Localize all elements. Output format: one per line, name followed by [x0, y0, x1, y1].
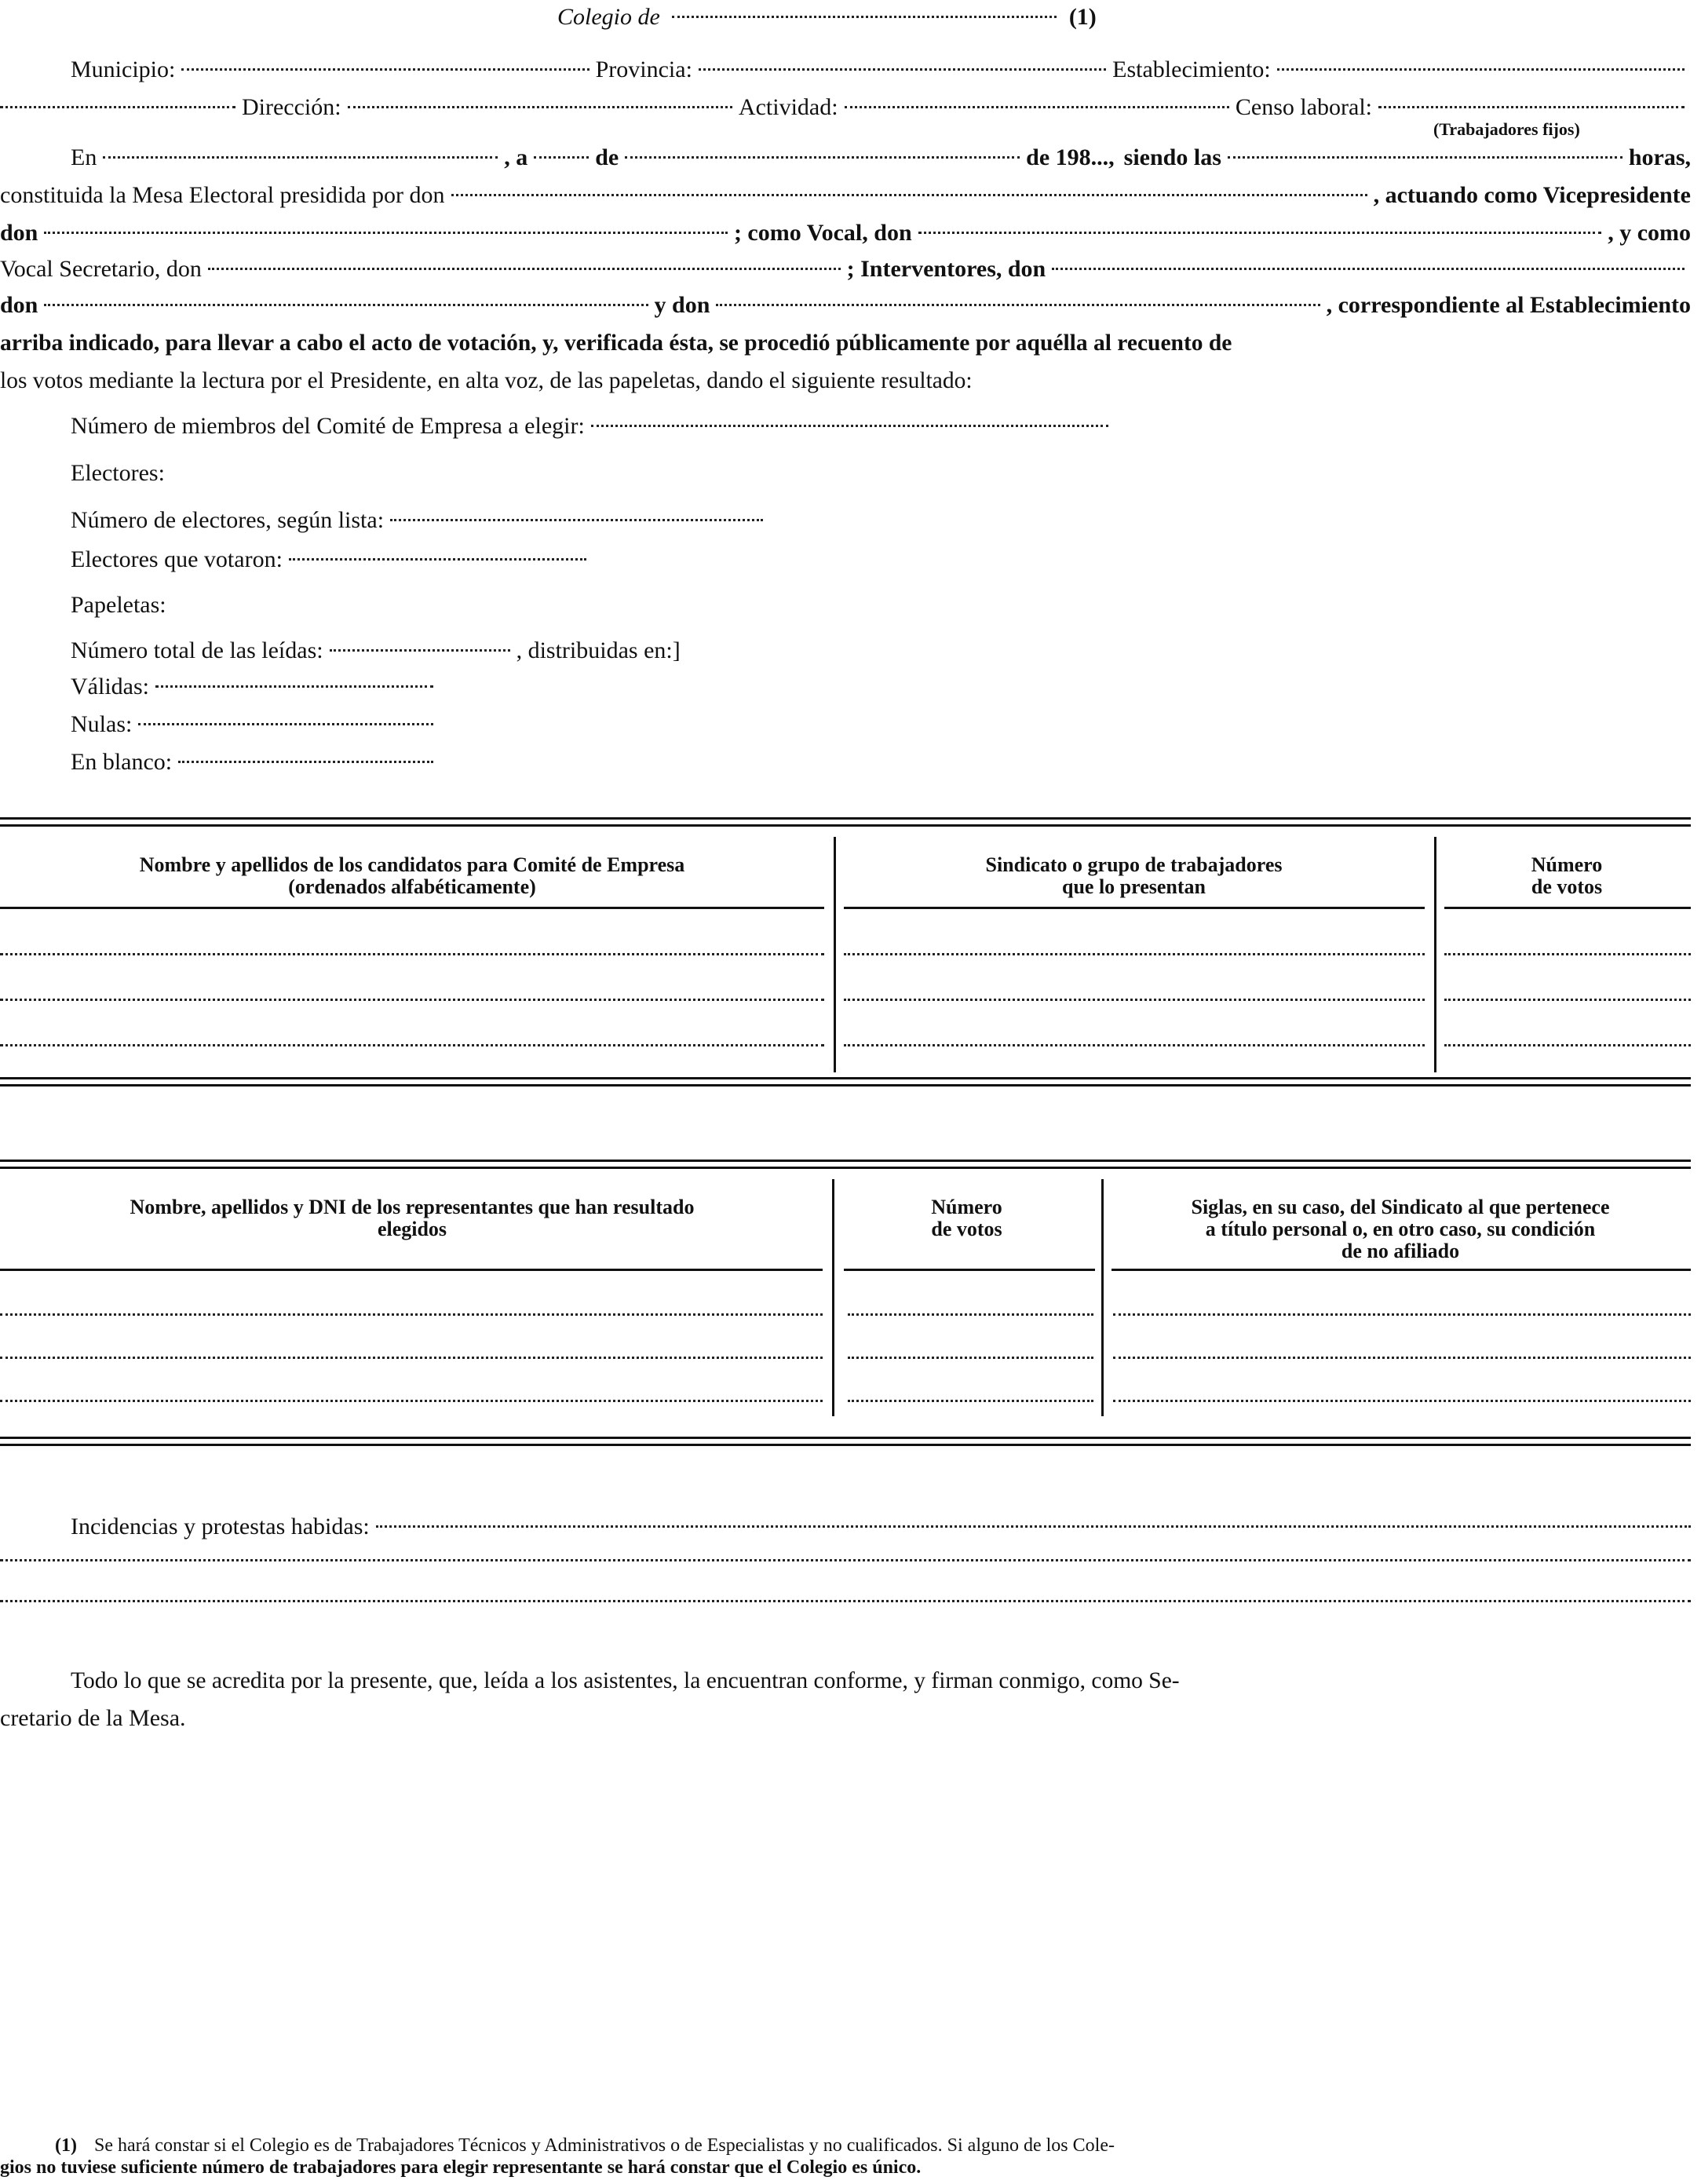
header-title — [557, 2, 1097, 33]
place-field[interactable] — [103, 156, 498, 159]
table2-divider-1 — [832, 1179, 834, 1416]
table1-row1-name[interactable] — [0, 953, 824, 955]
table1-col2-line1: Sindicato o grupo de trabajadores — [985, 853, 1283, 876]
body-line-6 — [0, 325, 1691, 361]
table1-row1-votes[interactable] — [1444, 953, 1691, 955]
body-line-7 — [0, 363, 1691, 399]
table1-row3-union[interactable] — [844, 1044, 1425, 1046]
incidencias-field-3[interactable] — [0, 1600, 1691, 1602]
establecimiento-field-cont[interactable] — [0, 106, 235, 108]
papeletas-heading — [71, 587, 385, 623]
distribuidas-label: , distribuidas en:] — [516, 637, 681, 663]
votaron-row — [71, 542, 593, 578]
closing-line-1 — [71, 1663, 1691, 1699]
table2-header-underline-1 — [0, 1269, 823, 1271]
body-line-2 — [0, 177, 1691, 214]
table1-bottom-rule-a — [0, 1077, 1691, 1079]
table2-col2-line2: de votos — [931, 1218, 1002, 1240]
y-como-text: , y como — [1608, 220, 1691, 246]
blanco-label: En blanco: — [71, 749, 173, 775]
los-votos-text: los votos mediante la lectura por el Presidente, en alta voz, de las papeletas, dando el siguiente resultado: — [0, 368, 973, 393]
validas-field[interactable] — [155, 685, 433, 688]
interventor-3-field[interactable] — [716, 304, 1320, 306]
table1-col1-line1: Nombre y apellidos de los candidatos para Comité de Empresa — [139, 853, 685, 876]
blanco-field[interactable] — [178, 761, 433, 763]
validas-row — [71, 669, 440, 705]
don-label-2: don — [0, 292, 38, 318]
municipio-field[interactable] — [181, 68, 589, 71]
de-label: de — [595, 144, 619, 170]
interventor-2-field[interactable] — [44, 304, 648, 306]
electores-heading — [71, 455, 385, 491]
table2-row1-votes[interactable] — [848, 1313, 1093, 1316]
provincia-label: Provincia: — [595, 57, 692, 82]
table1-header-union — [841, 854, 1426, 898]
table2-col3-line1: Siglas, en su caso, del Sindicato al que pertenece — [1191, 1196, 1610, 1218]
closing-line-2 — [0, 1700, 1691, 1737]
table2-header-underline-3 — [1111, 1269, 1691, 1271]
y-don-label: y don — [654, 292, 710, 318]
closing-text-2: cretario de la Mesa. — [0, 1705, 186, 1731]
siendo-label: siendo las — [1123, 144, 1221, 170]
nulas-row — [71, 707, 440, 743]
incidencias-label: Incidencias y protestas habidas: — [71, 1514, 370, 1539]
table2-col2-line1: Número — [931, 1196, 1002, 1218]
actividad-field[interactable] — [845, 106, 1229, 108]
table2-row1-union[interactable] — [1113, 1313, 1691, 1316]
table2-col1-line1: Nombre, apellidos y DNI de los representantes que han resultado — [130, 1196, 695, 1218]
presidente-field[interactable] — [451, 194, 1367, 196]
table1-header-underline-2 — [844, 907, 1425, 909]
actuando-text: , actuando como Vicepresidente — [1373, 182, 1691, 208]
colegio-label: Colegio de — [557, 4, 660, 30]
table1-row2-votes[interactable] — [1444, 999, 1691, 1001]
colegio-field[interactable] — [672, 16, 1057, 18]
vocal-secretario-text: Vocal Secretario, don — [0, 256, 202, 282]
day-field[interactable] — [534, 156, 589, 159]
votaron-field[interactable] — [289, 558, 586, 561]
incidencias-field-1[interactable] — [376, 1525, 1691, 1528]
miembros-row — [71, 408, 1115, 444]
nulas-label: Nulas: — [71, 711, 133, 737]
table1-header-underline-1 — [0, 907, 824, 909]
note-ref: (1) — [1068, 4, 1097, 30]
table2-row3-votes[interactable] — [848, 1400, 1093, 1402]
table1-col2-line2: que lo presentan — [1062, 875, 1206, 898]
table2-col3-line2: a título personal o, en otro caso, su condición — [1205, 1218, 1596, 1240]
constituida-text: constituida la Mesa Electoral presidida por don — [0, 182, 445, 208]
body-line-5 — [0, 287, 1691, 323]
nulas-field[interactable] — [138, 723, 433, 725]
incidencias-row — [71, 1509, 1691, 1545]
table1-divider-2 — [1434, 837, 1436, 1072]
blanco-row — [71, 744, 440, 780]
trabajadores-fijos-note: (Trabajadores fijos) — [1433, 119, 1580, 139]
table2-row1-name[interactable] — [0, 1313, 823, 1316]
table1-divider-1 — [834, 837, 836, 1072]
table2-row2-votes[interactable] — [848, 1357, 1093, 1359]
don-label: don — [0, 220, 38, 246]
closing-text-1: Todo lo que se acredita por la presente, que, leída a los asistentes, la encuentran conforme, y firman conmigo, como Se- — [71, 1668, 1180, 1693]
incidencias-field-2[interactable] — [0, 1559, 1691, 1561]
votaron-label: Electores que votaron: — [71, 546, 283, 572]
table1-row1-union[interactable] — [844, 953, 1425, 955]
footnote-line-1: Se hará constar si el Colegio es de Trabajadores Técnicos y Administrativos o de Especialistas y no cualificados. Si alguno de los Cole- — [94, 2135, 1115, 2156]
table1-row2-union[interactable] — [844, 999, 1425, 1001]
correspondiente-text: , correspondiente al Establecimiento — [1326, 292, 1691, 318]
table1-header-votes — [1443, 854, 1691, 898]
electores-label: Electores: — [71, 460, 165, 486]
direccion-label: Dirección: — [242, 94, 341, 120]
num-electores-label: Número de electores, según lista: — [71, 507, 385, 533]
table1-top-rule-b — [0, 824, 1691, 827]
establecimiento-field[interactable] — [1277, 68, 1685, 71]
table1-row3-votes[interactable] — [1444, 1044, 1691, 1046]
table2-top-rule-a — [0, 1160, 1691, 1162]
body-line-3 — [0, 215, 1691, 251]
footnote-marker: (1) — [55, 2135, 77, 2156]
table2-header-union — [1110, 1196, 1691, 1262]
time-field[interactable] — [1228, 156, 1623, 159]
body-line-1 — [71, 140, 1691, 176]
validas-label: Válidas: — [71, 674, 149, 699]
location-row — [71, 52, 1691, 88]
table2-top-rule-b — [0, 1167, 1691, 1169]
interventores-text: ; Interventores, don — [846, 256, 1046, 282]
table2-header-underline-2 — [844, 1269, 1095, 1271]
table1-header-underline-3 — [1444, 907, 1691, 909]
month-field[interactable] — [625, 156, 1020, 159]
total-row — [71, 633, 950, 669]
table2-row3-name[interactable] — [0, 1400, 823, 1402]
provincia-field[interactable] — [699, 68, 1106, 71]
table2-row3-union[interactable] — [1113, 1400, 1691, 1402]
year-label: de 198..., — [1026, 144, 1115, 170]
table1-row3-name[interactable] — [0, 1044, 824, 1046]
como-vocal-text: ; como Vocal, don — [733, 220, 912, 246]
table2-col3-line3: de no afiliado — [1341, 1240, 1460, 1262]
papeletas-label: Papeletas: — [71, 592, 166, 618]
table2-divider-2 — [1101, 1179, 1104, 1416]
direccion-field[interactable] — [348, 106, 732, 108]
horas-label: horas, — [1628, 144, 1691, 170]
total-label: Número total de las leídas: — [71, 637, 323, 663]
en-label: En — [71, 144, 97, 170]
secretario-field[interactable] — [208, 268, 841, 270]
miembros-label: Número de miembros del Comité de Empresa a elegir: — [71, 413, 585, 439]
table2-col1-line2: elegidos — [377, 1218, 447, 1240]
table1-col3-line1: Número — [1531, 853, 1603, 876]
vocal-field[interactable] — [918, 232, 1602, 234]
num-electores-field[interactable] — [390, 519, 763, 521]
censo-field[interactable] — [1378, 106, 1685, 108]
total-field[interactable] — [330, 649, 510, 652]
footnote-line-2: gios no tuviese suficiente número de trabajadores para elegir representante se hará constar que el Colegio es único. — [0, 2157, 922, 2178]
num-electores-row — [71, 502, 769, 539]
a-label: , a — [504, 144, 528, 170]
table2-header-name — [0, 1196, 824, 1240]
censo-label: Censo laboral: — [1235, 94, 1373, 120]
vicepresidente-field[interactable] — [44, 232, 728, 234]
table2-header-votes — [840, 1196, 1093, 1240]
table1-header-name — [0, 854, 824, 898]
body-line-4 — [0, 251, 1691, 287]
establecimiento-label: Establecimiento: — [1112, 57, 1271, 82]
table2-row2-union[interactable] — [1113, 1357, 1691, 1359]
actividad-label: Actividad: — [738, 94, 838, 120]
table1-col1-line2: (ordenados alfabéticamente) — [288, 875, 536, 898]
table1-bottom-rule-b — [0, 1084, 1691, 1087]
table2-row2-name[interactable] — [0, 1357, 823, 1359]
interventor-1-field[interactable] — [1052, 268, 1685, 270]
table1-row2-name[interactable] — [0, 999, 824, 1001]
table2-bottom-rule-a — [0, 1437, 1691, 1439]
arriba-text: arriba indicado, para llevar a cabo el acto de votación, y, verificada ésta, se procedió públicamente por aquélla al recuento de — [0, 331, 1232, 356]
miembros-field[interactable] — [591, 425, 1108, 427]
table1-col3-line2: de votos — [1531, 875, 1603, 898]
municipio-label: Municipio: — [71, 57, 176, 82]
table2-bottom-rule-b — [0, 1444, 1691, 1446]
table1-top-rule-a — [0, 817, 1691, 820]
